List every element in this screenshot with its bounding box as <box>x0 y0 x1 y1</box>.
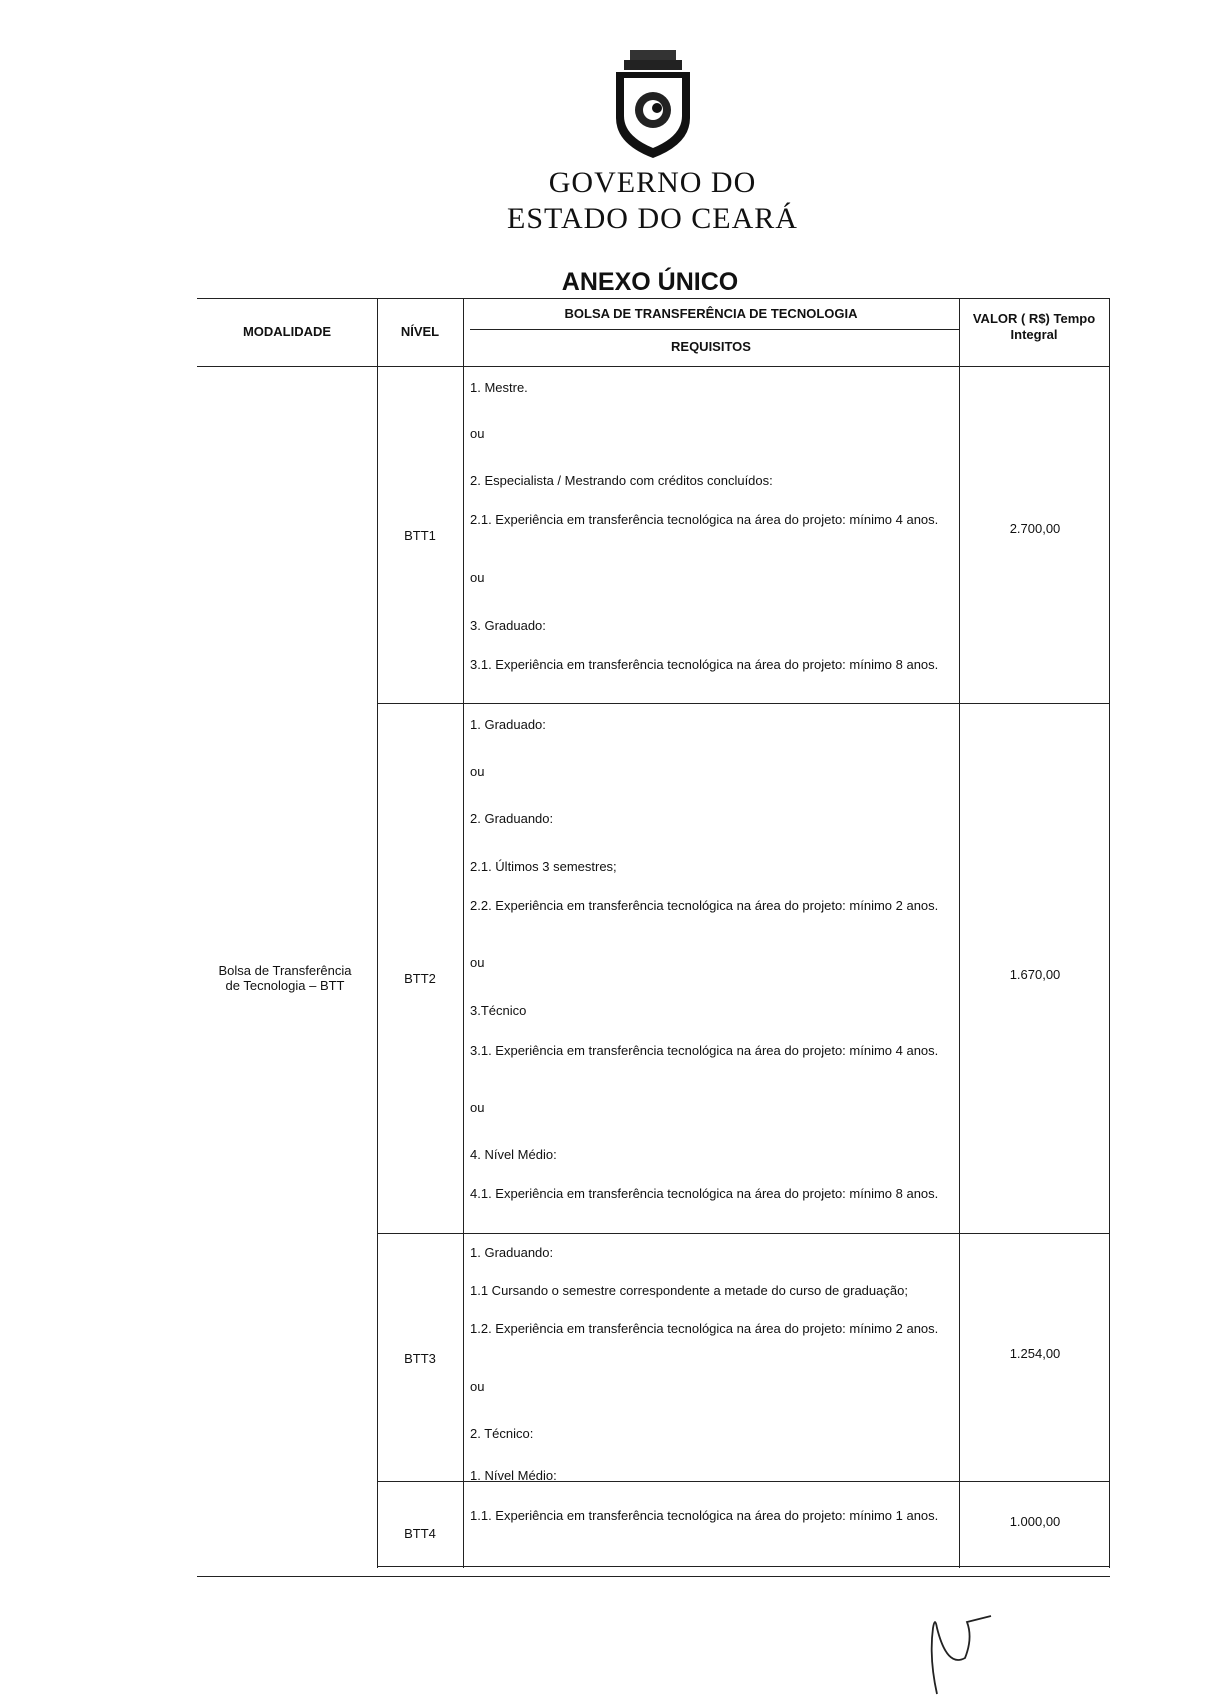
column-divider <box>463 298 464 1568</box>
scholarship-table <box>197 298 1110 1578</box>
requirement-line: ou <box>470 1100 485 1115</box>
requirement-line: 1. Mestre. <box>470 380 528 395</box>
value-amount: 1.000,00 <box>1009 1514 1061 1529</box>
column-divider <box>377 298 378 1568</box>
requirement-line: 2. Técnico: <box>470 1426 534 1441</box>
requirement-line: 3.1. Experiência em transferência tecnológica na área do projeto: mínimo 8 anos. <box>470 657 939 672</box>
level-label: BTT4 <box>404 1526 436 1541</box>
header-valor: VALOR ( R$) Tempo Integral <box>972 311 1096 342</box>
header-nivel: NÍVEL <box>400 324 440 339</box>
subheader-divider <box>470 329 959 330</box>
value-amount: 2.700,00 <box>1009 521 1061 536</box>
row-divider <box>377 1566 1110 1567</box>
annex-title: ANEXO ÚNICO <box>561 268 739 296</box>
state-crest-logo <box>610 48 696 160</box>
government-name-line1: GOVERNO DO <box>548 166 757 199</box>
handwritten-signature <box>925 1598 995 1698</box>
column-divider <box>959 298 960 1568</box>
requirement-line: 2.1. Últimos 3 semestres; <box>470 859 617 874</box>
requirement-line: 2. Especialista / Mestrando com créditos concluídos: <box>470 473 773 488</box>
header-bottom-border <box>197 366 1110 367</box>
requirement-line: 4. Nível Médio: <box>470 1147 557 1162</box>
table-right-border <box>1109 298 1110 1568</box>
level-label: BTT1 <box>404 528 436 543</box>
value-amount: 1.254,00 <box>1009 1346 1061 1361</box>
requirement-line: 1.1 Cursando o semestre correspondente a metade do curso de graduação; <box>470 1283 908 1298</box>
requirement-line: ou <box>470 955 485 970</box>
requirement-line: 4.1. Experiência em transferência tecnológica na área do projeto: mínimo 8 anos. <box>470 1186 939 1201</box>
requirement-line: 3.Técnico <box>470 1003 527 1018</box>
modalidade-text: Bolsa de Transferência de Tecnologia – BTT <box>218 963 352 993</box>
requirement-line: 2.2. Experiência em transferência tecnológica na área do projeto: mínimo 2 anos. <box>470 898 939 913</box>
government-name-line2: ESTADO DO CEARÁ <box>507 202 798 235</box>
requirement-line: 2.1. Experiência em transferência tecnológica na área do projeto: mínimo 4 anos. <box>470 512 939 527</box>
requirement-line: 1. Graduado: <box>470 717 546 732</box>
table-top-border <box>197 298 1110 299</box>
requirement-line: 3. Graduado: <box>470 618 546 633</box>
level-label: BTT3 <box>404 1351 436 1366</box>
requirement-line: 1.1. Experiência em transferência tecnológica na área do projeto: mínimo 1 anos. <box>470 1508 939 1523</box>
header-requisitos: REQUISITOS <box>671 339 751 354</box>
requirement-line: ou <box>470 1379 485 1394</box>
header-bolsa: BOLSA DE TRANSFERÊNCIA DE TECNOLOGIA <box>564 306 858 321</box>
requirement-line: ou <box>470 426 485 441</box>
requirement-line: 1. Graduando: <box>470 1245 554 1260</box>
table-bottom-border <box>197 1576 1110 1577</box>
requirement-line: 1.2. Experiência em transferência tecnológica na área do projeto: mínimo 2 anos. <box>470 1321 939 1336</box>
requirement-line: 3.1. Experiência em transferência tecnológica na área do projeto: mínimo 4 anos. <box>470 1043 939 1058</box>
value-amount: 1.670,00 <box>1009 967 1061 982</box>
requirement-line: 1. Nível Médio: <box>470 1468 557 1483</box>
header-modalidade: MODALIDADE <box>242 324 332 339</box>
requirement-line: 2. Graduando: <box>470 811 554 826</box>
row-divider <box>377 1233 1110 1234</box>
level-label: BTT2 <box>404 971 436 986</box>
requirement-line: ou <box>470 764 485 779</box>
row-divider <box>377 703 1110 704</box>
requirement-line: ou <box>470 570 485 585</box>
